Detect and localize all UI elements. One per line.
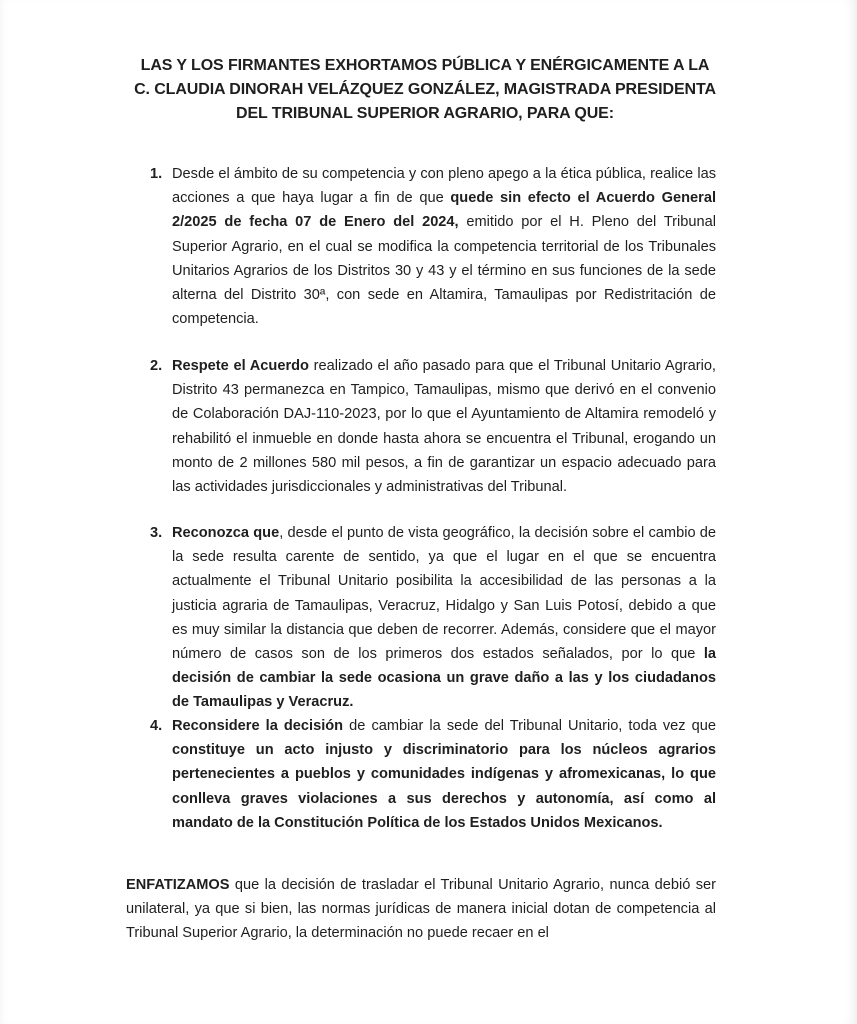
item-number: 1. (150, 166, 163, 182)
item-text (172, 354, 716, 499)
item-text (172, 714, 716, 835)
list-item-3 (150, 521, 716, 715)
item-text-part: , desde el punto de vista geográfico, la decisión sobre el cambio de la sede resulta carente de sentido, ya que el lugar en el que se encuentra actualmente el Tribunal Unitario posibilita la accesibilidad de las personas a la justicia agraria de Tamaulipas, Veracruz, Hidalgo y San Luis Potosí, debido a que es muy similar la distancia que deben de recorrer. Además, considere que el mayor número de casos son de los primeros dos estados señalados, por lo que (172, 525, 717, 663)
item-bold-part: Reconsidere la decisión (172, 718, 344, 734)
document-heading (120, 54, 730, 126)
item-bold-part: Reconozca que (172, 525, 280, 541)
list-item-4 (150, 714, 716, 835)
item-bold-part: quede sin efecto el Acuerdo General 2/2025 de fecha 07 de Enero del 2024, (172, 190, 717, 231)
item-text-part: emitido por el H. Pleno del Tribunal Superior Agrario, en el cual se modifica la competencia territorial de los Tribunales Unitarios Agrarios de los Distritos 30 y 43 y el término en sus funciones de la sede alterna del Distrito 30ª, con sede en Altamira, Tamaulipas por Redistritación de competencia. (172, 214, 716, 328)
item-bold-part: constituye un acto injusto y discriminatorio para los núcleos agrarios pertenecientes a pueblos y comunidades indígenas y afromexicanas, lo que conlleva graves violaciones a sus derechos y autonomía, así como al mandato de la Constitución Política de los Estados Unidos Mexicanos. (172, 742, 716, 831)
item-text-part: de cambiar la sede del Tribunal Unitario, toda vez que (343, 718, 716, 734)
item-number: 3. (150, 525, 163, 541)
item-text-part: realizado el año pasado para que el Tribunal Unitario Agrario, Distrito 43 permanezca en Tampico, Tamaulipas, mismo que derivó en el convenio de Colaboración DAJ-110-2023, por lo que el Ayuntamiento de Altamira remodeló y rehabilitó el inmueble en donde hasta ahora se encuentra el Tribunal, erogando un monto de 2 millones 580 mil pesos, a fin de garantizar un espacio adecuado para las actividades jurisdiccionales y administrativas del Tribunal. (172, 358, 716, 496)
heading-line-3: DEL TRIBUNAL SUPERIOR AGRARIO, PARA QUE: (236, 105, 614, 122)
item-text (172, 162, 716, 331)
heading-line-1: LAS Y LOS FIRMANTES EXHORTAMOS PÚBLICA Y ENÉRGICAMENTE A LA (140, 57, 710, 74)
list-item-1 (150, 162, 716, 331)
closing-text-part: que la decisión de trasladar el Tribunal Unitario Agrario, nunca debió ser unilateral, ya que si bien, las normas jurídicas de manera inicial dotan de competencia al Tribunal Superior Agrario, la determinación no puede recaer en el (126, 877, 716, 942)
heading-line-2: C. CLAUDIA DINORAH VELÁZQUEZ GONZÁLEZ, MAGISTRADA PRESIDENTA (134, 81, 716, 98)
item-bold-part: la decisión de cambiar la sede ocasiona un grave daño a las y los ciudadanos de Tamaulipas y Veracruz. (172, 646, 716, 711)
item-number: 2. (150, 358, 163, 374)
item-bold-part: Respete el Acuerdo (172, 358, 309, 374)
item-number: 4. (150, 718, 163, 734)
closing-paragraph (126, 873, 716, 946)
list-item-2 (150, 354, 716, 499)
item-text (172, 521, 716, 715)
item-text-part: Desde el ámbito de su competencia y con pleno apego a la ética pública, realice las acciones a que haya lugar a fin de que (172, 166, 716, 207)
closing-bold-part: ENFATIZAMOS (126, 877, 230, 893)
